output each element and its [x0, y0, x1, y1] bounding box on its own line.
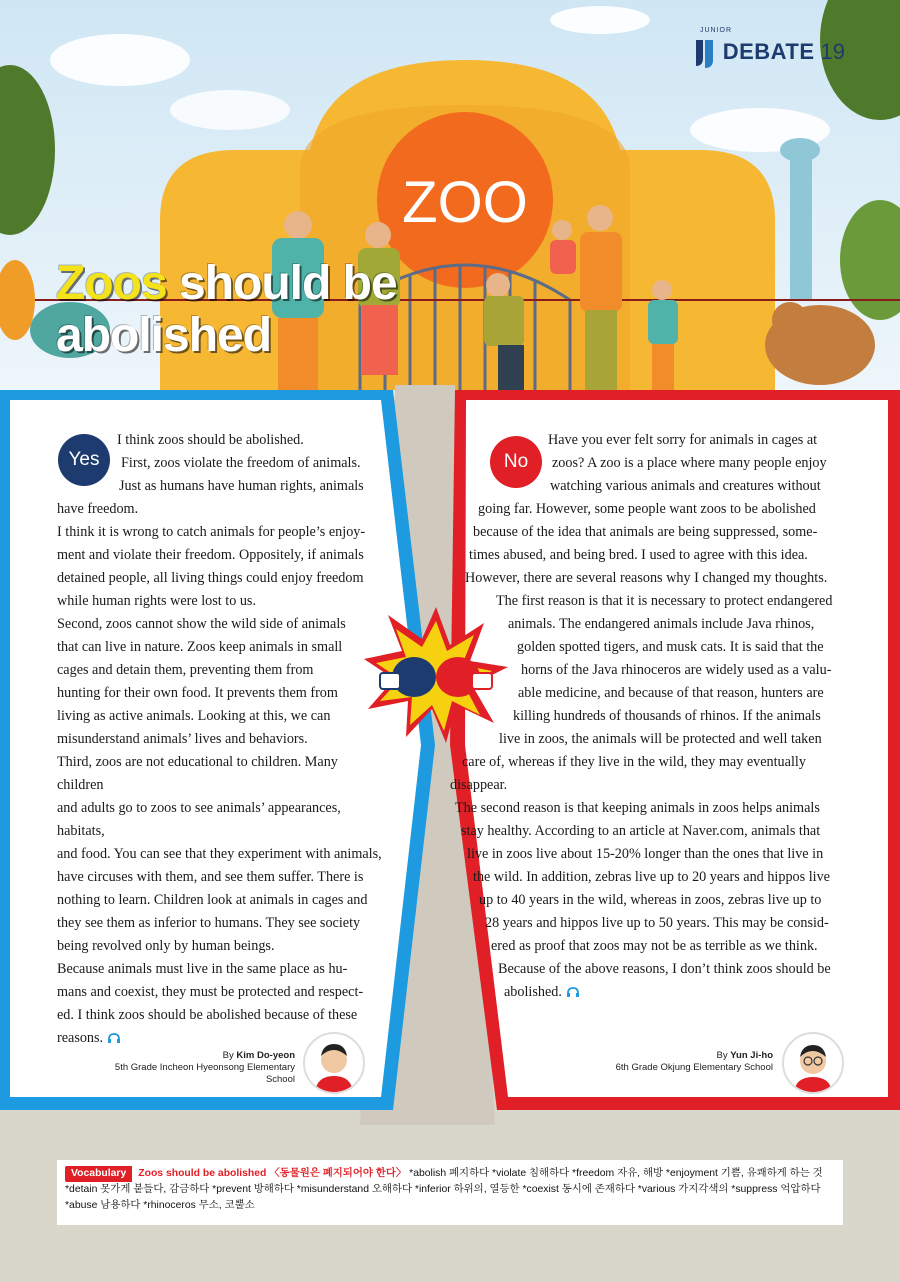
yes-line: Because animals must live in the same place as hu- — [57, 961, 348, 977]
yes-line: living as active animals. Looking at this, we can — [57, 708, 331, 724]
yes-line: Third, zoos are not educational to children. Many children — [57, 754, 338, 793]
no-line: 28 years and hippos live up to 50 years. This may be consid- — [485, 915, 829, 931]
avatar — [303, 1032, 365, 1094]
yes-line: ment and violate their freedom. Oppositely, if animals — [57, 547, 364, 563]
no-line: care of, whereas if they live in the wild, they may eventually — [462, 754, 806, 770]
byline-prefix: By — [716, 1050, 731, 1061]
no-line: able medicine, and because of that reason, hunters are — [518, 685, 824, 701]
yes-line: mans and coexist, they must be protected and respect- — [57, 984, 364, 1000]
vocabulary-tag: Vocabulary — [65, 1166, 132, 1182]
yes-line: while human rights were lost to us. — [57, 593, 256, 609]
yes-line: have circuses with them, and see them suffer. There is — [57, 869, 364, 885]
no-argument — [448, 429, 848, 1004]
yes-line: I think it is wrong to catch animals for people’s enjoy- — [57, 524, 366, 540]
no-line: up to 40 years in the wild, whereas in zoos, zebras live up to — [479, 892, 822, 908]
yes-line: that can live in nature. Zoos keep animals in small — [57, 639, 343, 655]
no-line: animals. The endangered animals include Java rhinos, — [508, 616, 815, 632]
byline-prefix: By — [222, 1050, 237, 1061]
yes-line: have freedom. — [57, 501, 139, 517]
no-line: zoos? A zoo is a place where many people enjoy — [552, 455, 827, 471]
audio-headphones-icon[interactable] — [107, 1033, 121, 1043]
yes-byline — [100, 1050, 295, 1086]
yes-line: Just as humans have human rights, animals — [119, 478, 364, 494]
no-line: times abused, and being bred. I used to agree with this idea. — [469, 547, 808, 563]
yes-line: and adults go to zoos to see animals’ appearances, habitats, — [57, 800, 341, 839]
yes-line: reasons. — [57, 1030, 104, 1046]
junior-logo-icon — [693, 32, 717, 72]
no-line: stay healthy. According to an article at Naver.com, animals that — [461, 823, 821, 839]
no-line: golden spotted tigers, and musk cats. It is said that the — [517, 639, 824, 655]
magazine-brand — [693, 32, 845, 72]
yes-line: being revolved only by human beings. — [57, 938, 275, 954]
vocabulary-heading: Zoos should be abolished 〈동물원은 폐지되어야 한다〉 — [138, 1168, 407, 1179]
yes-line: Second, zoos cannot show the wild side of animals — [57, 616, 346, 632]
no-byline — [600, 1050, 773, 1074]
yes-line: and food. You can see that they experiment with animals, — [57, 846, 382, 862]
no-line: going far. However, some people want zoos to be abolished — [478, 501, 816, 517]
yes-line: misunderstand animals’ lives and behaviors. — [57, 731, 308, 747]
no-line: disappear. — [450, 777, 508, 793]
no-line: the wild. In addition, zebras live up to 20 years and hippos live — [473, 869, 830, 885]
no-author: Yun Ji-ho — [730, 1050, 773, 1061]
brand-small: JUNIOR — [699, 27, 732, 34]
vocabulary-text: *abolish 폐지하다 *violate 침해하다 *freedom 자유, 해방 *enjoyment 기쁨, 유쾌하게 하는 것 *detain 못가게 붙들다, 감금하다 *prevent 방해하다 *misunderstand 오해하다 *inferior 하위의, 열등한 *coexist 동시에 존재하다 *various 가지각색의 *suppress 억압하다 *abuse 남용하다 *rhinoceros 무소, 코뿔소 — [65, 1168, 823, 1211]
no-line: watching various animals and creatures without — [550, 478, 821, 494]
vocabulary-box — [57, 1160, 843, 1225]
no-line: because of the idea that animals are being suppressed, some- — [473, 524, 818, 540]
no-line: Because of the above reasons, I don’t think zoos should be — [498, 961, 831, 977]
audio-headphones-icon[interactable] — [566, 987, 580, 997]
yes-line: nothing to learn. Children look at animals in cages and — [57, 892, 368, 908]
no-line: live in zoos, the animals will be protected and well taken — [499, 731, 822, 747]
no-line: ered as proof that zoos may not be as terrible as we think. — [491, 938, 818, 954]
yes-line: detained people, all living things could enjoy freedom — [57, 570, 364, 586]
no-badge: No — [490, 436, 542, 488]
yes-argument — [57, 429, 387, 1050]
yes-line: hunting for their own food. It prevents them from — [57, 685, 338, 701]
page-number: 19 — [820, 39, 845, 64]
yes-line: cages and detain them, preventing them from — [57, 662, 314, 678]
no-line: The second reason is that keeping animals in zoos helps animals — [455, 800, 820, 816]
yes-line: I think zoos should be abolished. — [117, 432, 304, 448]
page-title — [56, 258, 436, 362]
yes-school: 5th Grade Incheon Hyeonsong Elementary School — [114, 1062, 295, 1085]
yes-line: First, zoos violate the freedom of animals. — [121, 455, 361, 471]
title-line2: abolished — [56, 309, 272, 362]
student-portrait-icon — [784, 1034, 842, 1092]
yes-badge: Yes — [58, 434, 110, 486]
title-highlight: Zoos — [56, 257, 167, 310]
title-line1: should be — [166, 257, 397, 310]
yes-line: ed. I think zoos should be abolished because of these — [57, 1007, 358, 1023]
no-line: The first reason is that it is necessary to protect endangered — [496, 593, 833, 609]
no-line: live in zoos live about 15-20% longer than the ones that live in — [467, 846, 824, 862]
yes-line: they see them as inferior to humans. They see society — [57, 915, 361, 931]
no-line: killing hundreds of thousands of rhinos. If the animals — [513, 708, 821, 724]
no-line: horns of the Java rhinoceros are widely used as a valu- — [521, 662, 832, 678]
brand-name: DEBATE — [722, 39, 815, 64]
svg-text:ZOO: ZOO — [402, 170, 528, 235]
no-line: Have you ever felt sorry for animals in cages at — [548, 432, 818, 448]
yes-author: Kim Do-yeon — [236, 1050, 295, 1061]
no-school: 6th Grade Okjung Elementary School — [615, 1062, 773, 1073]
no-line: abolished. — [504, 984, 562, 1000]
no-line: However, there are several reasons why I changed my thoughts. — [465, 570, 828, 586]
avatar — [782, 1032, 844, 1094]
student-portrait-icon — [305, 1034, 363, 1092]
